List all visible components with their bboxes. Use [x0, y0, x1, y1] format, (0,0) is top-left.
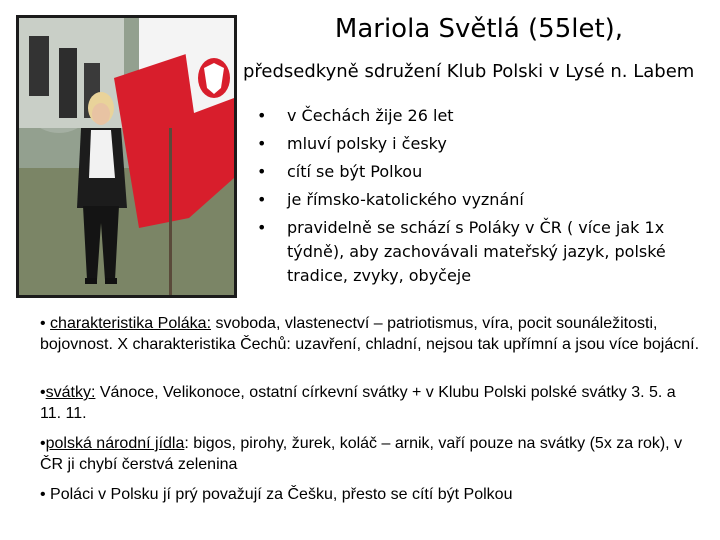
paragraph-food [40, 433, 700, 475]
slide-subtitle: předsedkyně sdružení Klub Polski v Lysé n. Labem [243, 61, 695, 82]
paragraph-label: charakteristika Poláka: [50, 315, 212, 332]
photo [16, 15, 237, 298]
paragraph-text: Poláci v Polsku jí prý považují za Češku, přesto se cítí být Polkou [50, 486, 513, 503]
slide-title: Mariola Světlá (55let), [334, 14, 624, 44]
fact-item: • mluví polsky i česky [255, 132, 695, 156]
paragraph-identity [40, 484, 700, 505]
paragraph-label: polská národní jídla [45, 435, 185, 452]
bullet: • [40, 315, 51, 332]
fact-item: • je římsko-katolického vyznání [255, 188, 695, 212]
bullet: • [40, 384, 46, 401]
person-with-flag-illustration [19, 18, 234, 295]
fact-item: • pravidelně se schází s Poláky v ČR ( více jak 1x týdně), aby zachovávali mateřský jazyk, polské tradice, zvyky, obyčeje [255, 216, 695, 288]
bullet: • [40, 435, 46, 452]
paragraph-text: svoboda, vlastenectví – patriotismus, víra, pocit sounáležitosti, bojovnost. X charakteristika Čechů: uzavření, chladní, nejsou tak upřímní a jsou více bojácní. [40, 315, 700, 353]
paragraph-holidays [40, 382, 700, 424]
fact-item: • cítí se být Polkou [255, 160, 695, 184]
paragraph-text: Vánoce, Velikonoce, ostatní církevní svátky + v Klubu Polski polské svátky 3. 5. a 11. 11. [40, 384, 676, 422]
paragraph-label: svátky: [45, 384, 96, 401]
fact-item: • v Čechách žije 26 let [255, 104, 695, 128]
paragraph-text: : bigos, pirohy, žurek, koláč – arnik, vaří pouze na svátky (5x za rok), v ČR ji chybí čerstvá zelenina [40, 435, 683, 473]
facts-list [255, 104, 695, 292]
bullet: • [40, 486, 51, 503]
paragraph-characteristics [40, 313, 700, 355]
